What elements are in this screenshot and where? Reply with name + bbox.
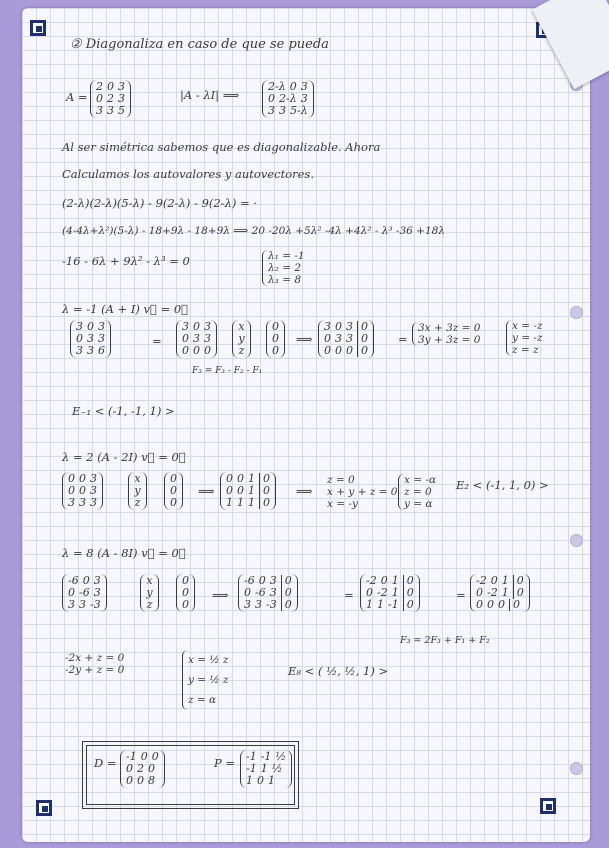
matrix-cell: 2 xyxy=(107,92,114,105)
equation-line: y = -z xyxy=(512,332,543,344)
binder-hole xyxy=(570,306,583,319)
equation-1: (2-λ)(2-λ)(5-λ) - 9(2-λ) - 9(2-λ) = · xyxy=(62,196,257,210)
matrix-cell: 0 xyxy=(87,320,94,333)
matrix-cell: 3 xyxy=(79,496,86,509)
matrix-cell: 0 xyxy=(107,80,114,93)
equation-line: z = 0 xyxy=(327,474,355,486)
equation-line: x = -α xyxy=(404,474,437,486)
matrix-cell: 0 xyxy=(487,598,494,611)
equals-sign: = xyxy=(152,334,162,348)
matrix-cell: 2-λ xyxy=(268,80,286,93)
matrix-cell: 3 xyxy=(335,332,342,345)
implies-sign: ⟹ xyxy=(296,332,313,346)
matrix-cell: 0 xyxy=(509,599,520,611)
matrix-cell: 0 xyxy=(204,344,211,357)
matrix-cell: -2 xyxy=(487,586,498,599)
case3-solution xyxy=(182,650,228,710)
equals-sign: = xyxy=(456,588,466,602)
matrix-cell: x xyxy=(146,574,153,587)
matrix-cell: 0 xyxy=(366,586,373,599)
matrix-cell: x xyxy=(238,320,245,333)
matrix-cell: 0 xyxy=(281,587,292,599)
case3-system xyxy=(60,652,124,676)
case2-system xyxy=(322,474,398,510)
case3-row-operation: F₃ = 2F₃ + F₁ + F₂ xyxy=(400,635,490,646)
matrix-cell: -2 xyxy=(377,586,388,599)
matrix-cell: 0 xyxy=(170,496,177,509)
matrix-cell: 3 xyxy=(269,586,277,599)
matrix-cell: -6 xyxy=(255,586,266,599)
equation-line: x + y + z = 0 xyxy=(327,486,398,498)
matrix-row xyxy=(76,345,105,357)
case1-header: λ = -1 (A + I) v⃗ = 0⃗ xyxy=(62,302,189,316)
matrix-cell: 3 xyxy=(93,586,101,599)
matrix-cell: -2 xyxy=(476,574,487,587)
matrix-cell: 0 xyxy=(151,750,159,763)
matrix-cell: 0 xyxy=(281,599,292,611)
matrix-row xyxy=(126,775,159,787)
matrix-cell: 0 xyxy=(324,344,331,357)
matrix-cell: ½ xyxy=(271,762,283,775)
matrix-cell: 0 xyxy=(68,472,75,485)
matrix-cell: -3 xyxy=(266,598,277,611)
case3-matrix xyxy=(62,574,107,612)
corner-marker-bottom-right xyxy=(540,798,556,814)
matrix-cell: 1 xyxy=(391,574,399,587)
matrix-cell: 3 xyxy=(255,598,262,611)
matrix-cell: 0 xyxy=(182,344,189,357)
matrix-cell: 0 xyxy=(68,586,75,599)
matrix-cell: 0 xyxy=(237,484,244,497)
matrix-cell: 1 xyxy=(248,484,255,497)
equation-line: 3x + 3z = 0 xyxy=(418,322,481,334)
matrix-cell: 8 xyxy=(148,774,155,787)
case1-row-operation: F₃ = F₃ - F₂ - F₁ xyxy=(192,366,263,376)
implies-sign: ⟹ xyxy=(296,484,313,498)
matrix-cell: 3 xyxy=(98,332,105,345)
matrix-cell: 0 xyxy=(226,484,233,497)
matrix-row xyxy=(366,599,414,611)
matrix-cell: 1 xyxy=(226,496,233,509)
matrix-cell: z xyxy=(238,344,245,357)
matrix-cell: 1 xyxy=(248,472,255,485)
matrix-row xyxy=(170,497,177,509)
matrix-cell: 0 xyxy=(244,586,251,599)
matrix-cell: 3 xyxy=(76,320,83,333)
matrix-cell: 3 xyxy=(87,332,94,345)
matrix-row xyxy=(146,599,153,611)
case3-vector xyxy=(140,574,159,612)
matrix-cell: 0 xyxy=(193,320,200,333)
case3-augmented-matrix-3 xyxy=(470,574,530,612)
matrix-cell: 1 xyxy=(268,774,275,787)
equation-line: -2x + z = 0 xyxy=(65,652,125,664)
matrix-cell: 0 xyxy=(68,484,75,497)
matrix-row xyxy=(96,105,125,117)
matrix-cell: -1 xyxy=(246,762,257,775)
equation-2: (4-4λ+λ²)(5-λ) - 18+9λ - 18+9λ ⟹ 20 -20λ +5λ² -4λ +4λ² - λ³ -36 +18λ xyxy=(62,225,445,237)
matrix-cell: 0 xyxy=(498,598,505,611)
matrix-d-label: D = xyxy=(94,756,117,770)
matrix-d xyxy=(120,750,165,788)
equation-line: λ₃ = 8 xyxy=(268,274,302,286)
matrix-cell: 3 xyxy=(300,80,308,93)
equation-line: λ₂ = 2 xyxy=(268,262,302,274)
matrix-cell: 5-λ xyxy=(290,104,308,117)
matrix-row xyxy=(476,599,524,611)
matrix-cell: -1 xyxy=(246,750,257,763)
matrix-p xyxy=(240,750,292,788)
matrix-p-label: P = xyxy=(214,756,236,770)
matrix-cell: y xyxy=(134,484,141,497)
matrix-cell: 0 xyxy=(490,574,498,587)
case1-augmented-matrix xyxy=(318,320,374,358)
matrix-cell: z xyxy=(146,598,153,611)
matrix-cell: 0 xyxy=(513,587,524,599)
matrix-cell: 0 xyxy=(513,575,524,587)
matrix-cell: -2 xyxy=(366,574,377,587)
binder-hole xyxy=(570,762,583,775)
matrix-cell: 0 xyxy=(170,484,177,497)
matrix-cell: 0 xyxy=(357,333,368,345)
matrix-cell: 0 xyxy=(272,320,279,333)
matrix-cell: 3 xyxy=(269,574,277,587)
matrix-cell: -1 xyxy=(260,750,272,763)
matrix-row xyxy=(134,497,141,509)
matrix-cell: -6 xyxy=(244,574,255,587)
matrix-cell: -1 xyxy=(388,598,399,611)
case2-eigenspace: E₂ < (-1, 1, 0) > xyxy=(456,478,549,492)
matrix-cell: 3 xyxy=(93,574,101,587)
matrix-cell: 0 xyxy=(403,575,414,587)
case2-solution xyxy=(398,474,436,510)
matrix-a xyxy=(90,80,131,118)
matrix-cell: 0 xyxy=(237,472,244,485)
matrix-cell: 3 xyxy=(118,92,125,105)
matrix-a-label: A = xyxy=(66,90,88,104)
implies-sign: ⟹ xyxy=(212,588,229,602)
matrix-cell: 0 xyxy=(289,80,297,93)
matrix-cell: 0 xyxy=(324,332,331,345)
matrix-row xyxy=(238,345,245,357)
matrix-cell: 0 xyxy=(182,598,189,611)
matrix-cell: 6 xyxy=(98,344,105,357)
matrix-cell: 3 xyxy=(107,104,114,117)
matrix-cell: 0 xyxy=(259,485,270,497)
equals-sign: = xyxy=(398,332,408,346)
implies-sign: ⟹ xyxy=(198,484,215,498)
case1-vector xyxy=(232,320,251,358)
matrix-cell: 0 xyxy=(357,321,368,333)
equation-line: λ₁ = -1 xyxy=(268,250,305,262)
equation-line: y = ½ z xyxy=(188,674,229,686)
matrix-cell: -6 xyxy=(68,574,79,587)
matrix-cell: 1 xyxy=(391,586,399,599)
matrix-cell: 0 xyxy=(380,574,388,587)
matrix-cell: 0 xyxy=(258,574,266,587)
matrix-cell: x xyxy=(134,472,141,485)
matrix-row xyxy=(268,105,308,117)
matrix-cell: 0 xyxy=(193,344,200,357)
matrix-cell: 3 xyxy=(96,104,103,117)
matrix-cell: 0 xyxy=(268,92,275,105)
matrix-cell: 0 xyxy=(257,774,264,787)
matrix-cell: 1 xyxy=(248,496,255,509)
matrix-cell: 3 xyxy=(98,320,105,333)
matrix-row xyxy=(246,775,286,787)
matrix-cell: 0 xyxy=(272,344,279,357)
matrix-row xyxy=(272,345,279,357)
equation-line: -2y + z = 0 xyxy=(65,664,125,676)
case1-matrix-reduced xyxy=(176,320,217,358)
matrix-row xyxy=(68,497,97,509)
matrix-cell: 1 xyxy=(501,574,509,587)
matrix-cell: 3 xyxy=(90,484,97,497)
matrix-row xyxy=(68,599,101,611)
matrix-cell: 0 xyxy=(182,574,189,587)
equation-3: -16 - 6λ + 9λ² - λ³ = 0 xyxy=(62,254,190,268)
matrix-cell: y xyxy=(146,586,153,599)
matrix-cell: 0 xyxy=(259,497,270,509)
matrix-cell: y xyxy=(238,332,245,345)
matrix-cell: 3 xyxy=(90,472,97,485)
matrix-cell: 3 xyxy=(87,344,94,357)
matrix-cell: 2 xyxy=(137,762,144,775)
case2-matrix xyxy=(62,472,103,510)
matrix-cell: 3 xyxy=(204,332,211,345)
corner-marker-top-left xyxy=(30,20,46,36)
matrix-cell: -3 xyxy=(90,598,101,611)
equation-line: 3y + 3z = 0 xyxy=(418,334,481,346)
matrix-cell: 3 xyxy=(68,496,75,509)
matrix-cell: 0 xyxy=(79,484,86,497)
case3-eigenspace: E₈ < ( ½, ½, 1) > xyxy=(288,664,389,678)
matrix-cell: 3 xyxy=(204,320,211,333)
case1-eigenspace: E₋₁ < (-1, -1, 1) > xyxy=(72,404,175,418)
matrix-cell: 0 xyxy=(82,574,90,587)
case1-solution xyxy=(506,320,543,356)
text-line-1: Al ser simétrica sabemos que es diagonalizable. Ahora xyxy=(62,140,381,154)
matrix-row xyxy=(226,497,270,509)
matrix-cell: 0 xyxy=(272,332,279,345)
matrix-cell: ½ xyxy=(275,750,287,763)
matrix-cell: 3 xyxy=(300,92,308,105)
matrix-row xyxy=(182,599,189,611)
matrix-cell: 5 xyxy=(118,104,125,117)
equals-sign: = xyxy=(344,588,354,602)
matrix-cell: z xyxy=(134,496,141,509)
matrix-cell: 3 xyxy=(279,104,286,117)
matrix-cell: 0 xyxy=(76,332,83,345)
matrix-cell: 1 xyxy=(246,774,253,787)
case2-zero-vector xyxy=(164,472,183,510)
matrix-cell: 3 xyxy=(76,344,83,357)
matrix-cell: 0 xyxy=(403,599,414,611)
matrix-cell: 0 xyxy=(126,762,133,775)
matrix-cell: 3 xyxy=(244,598,251,611)
matrix-cell: 2 xyxy=(96,80,103,93)
matrix-cell: 0 xyxy=(259,473,270,485)
matrix-cell: 3 xyxy=(182,320,189,333)
matrix-cell: 0 xyxy=(357,345,368,357)
matrix-cell: 3 xyxy=(346,320,353,333)
matrix-cell: 0 xyxy=(476,586,483,599)
equation-line: z = α xyxy=(188,694,217,706)
matrix-cell: 0 xyxy=(79,472,86,485)
matrix-cell: 3 xyxy=(118,80,125,93)
matrix-row xyxy=(182,345,211,357)
case3-header: λ = 8 (A - 8I) v⃗ = 0⃗ xyxy=(62,546,186,560)
matrix-cell: 0 xyxy=(346,344,353,357)
eigenvalues-brace xyxy=(262,250,305,286)
matrix-cell: 0 xyxy=(182,332,189,345)
text-line-2: Calculamos los autovalores y autovectores. xyxy=(62,167,314,181)
matrix-cell: 0 xyxy=(226,472,233,485)
matrix-cell: 3 xyxy=(68,598,75,611)
case1-system xyxy=(412,322,480,346)
corner-marker-bottom-left xyxy=(36,800,52,816)
matrix-cell: 0 xyxy=(96,92,103,105)
matrix-row xyxy=(324,345,368,357)
equation-line: z = 0 xyxy=(404,486,432,498)
case1-zero-vector xyxy=(266,320,285,358)
exercise-title: ② Diagonaliza en caso de que se pueda xyxy=(70,37,329,52)
equation-line: z = z xyxy=(512,344,539,356)
characteristic-label: |A - λI| ⟹ xyxy=(180,88,240,102)
matrix-cell: 3 xyxy=(79,598,86,611)
matrix-cell: -6 xyxy=(79,586,90,599)
case1-matrix xyxy=(70,320,111,358)
matrix-cell: 0 xyxy=(476,598,483,611)
matrix-cell: 1 xyxy=(366,598,373,611)
matrix-cell: 0 xyxy=(170,472,177,485)
case3-augmented-matrix-2 xyxy=(360,574,420,612)
matrix-row xyxy=(244,599,292,611)
case3-zero-vector xyxy=(176,574,195,612)
matrix-cell: 1 xyxy=(237,496,244,509)
matrix-cell: 3 xyxy=(268,104,275,117)
matrix-cell: 0 xyxy=(137,774,144,787)
matrix-cell: 1 xyxy=(501,586,509,599)
notebook-page xyxy=(22,8,590,842)
matrix-cell: 1 xyxy=(260,762,268,775)
binder-hole xyxy=(570,534,583,547)
equation-line: x = -z xyxy=(512,320,543,332)
case2-augmented-matrix xyxy=(220,472,276,510)
equation-line: x = ½ z xyxy=(188,654,229,666)
matrix-cell: 3 xyxy=(324,320,331,333)
matrix-cell: 2-λ xyxy=(279,92,297,105)
case2-header: λ = 2 (A - 2I) v⃗ = 0⃗ xyxy=(62,450,186,464)
equation-line: y = α xyxy=(404,498,433,510)
matrix-cell: 0 xyxy=(403,587,414,599)
matrix-cell: -1 xyxy=(126,750,137,763)
matrix-cell: 0 xyxy=(335,344,342,357)
matrix-cell: 0 xyxy=(126,774,133,787)
matrix-cell: 0 xyxy=(281,575,292,587)
matrix-cell: 0 xyxy=(140,750,148,763)
matrix-cell: 0 xyxy=(148,762,155,775)
matrix-cell: 3 xyxy=(90,496,97,509)
matrix-cell: 0 xyxy=(182,586,189,599)
matrix-cell: 0 xyxy=(335,320,342,333)
case2-vector xyxy=(128,472,147,510)
matrix-cell: 3 xyxy=(193,332,200,345)
equation-line: x = -y xyxy=(327,498,358,510)
case3-augmented-matrix-1 xyxy=(238,574,298,612)
matrix-a-minus-lambda xyxy=(262,80,314,118)
matrix-cell: 1 xyxy=(377,598,384,611)
matrix-cell: 3 xyxy=(346,332,353,345)
